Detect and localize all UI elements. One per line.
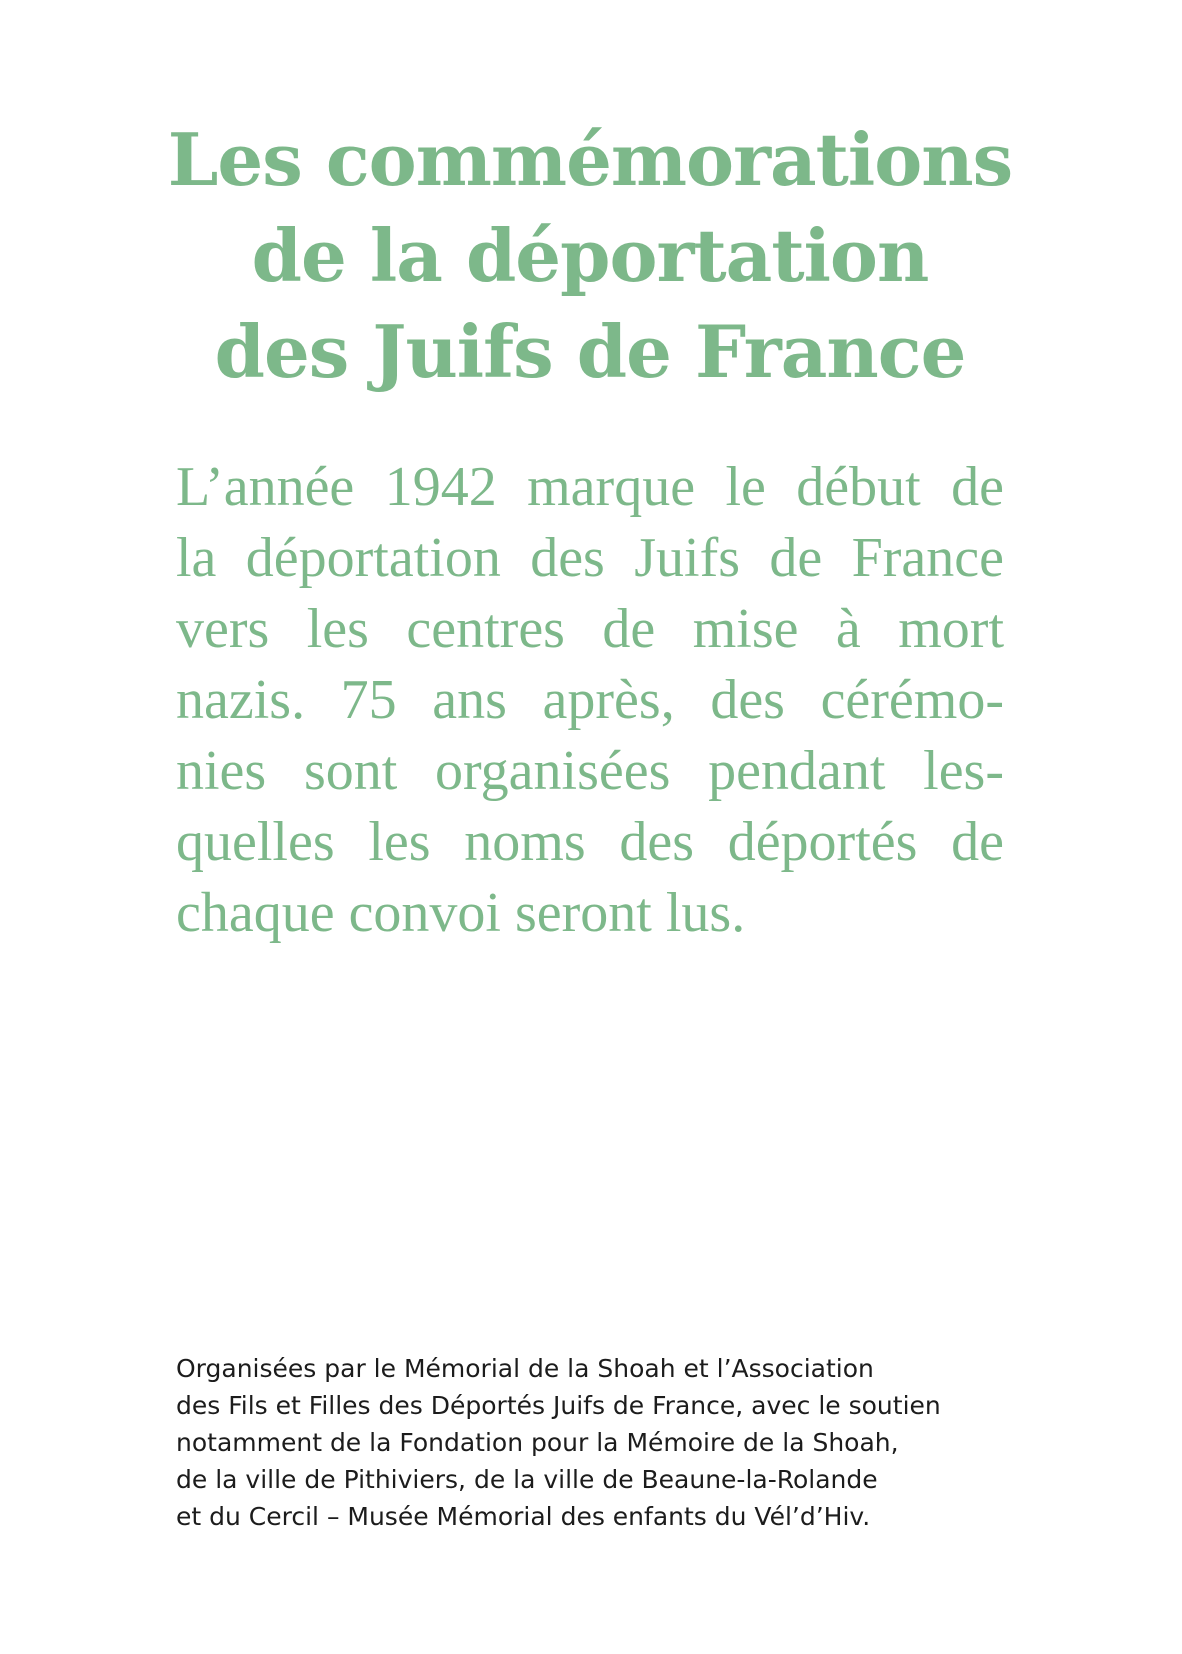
intro-paragraph xyxy=(176,452,1004,949)
intro-line: nies sont organisées pendant les- xyxy=(176,740,1004,802)
credits-line: des Fils et Filles des Déportés Juifs de France, avec le soutien xyxy=(176,1391,941,1420)
intro-line: chaque convoi seront lus. xyxy=(176,882,746,944)
intro-line: la déportation des Juifs de France xyxy=(176,527,1004,589)
title-line: de la déportation xyxy=(251,213,929,298)
intro-line: vers les centres de mise à mort xyxy=(176,598,1004,660)
credits-line: notamment de la Fondation pour la Mémoire de la Shoah, xyxy=(176,1428,899,1457)
credits-line: et du Cercil – Musée Mémorial des enfants du Vél’d’Hiv. xyxy=(176,1502,871,1531)
title-line: des Juifs de France xyxy=(214,309,966,394)
intro-line: quelles les noms des déportés de xyxy=(176,811,1004,873)
title-line: Les commémorations xyxy=(167,117,1013,202)
intro-line: nazis. 75 ans après, des cérémo- xyxy=(176,669,1004,731)
credits-line: de la ville de Pithiviers, de la ville de Beaune-la-Rolande xyxy=(176,1465,878,1494)
credits-line: Organisées par le Mémorial de la Shoah et l’Association xyxy=(176,1354,874,1383)
intro-line: L’année 1942 marque le début de xyxy=(176,456,1004,518)
credits-paragraph xyxy=(176,1350,1016,1535)
page-title xyxy=(150,112,1030,400)
